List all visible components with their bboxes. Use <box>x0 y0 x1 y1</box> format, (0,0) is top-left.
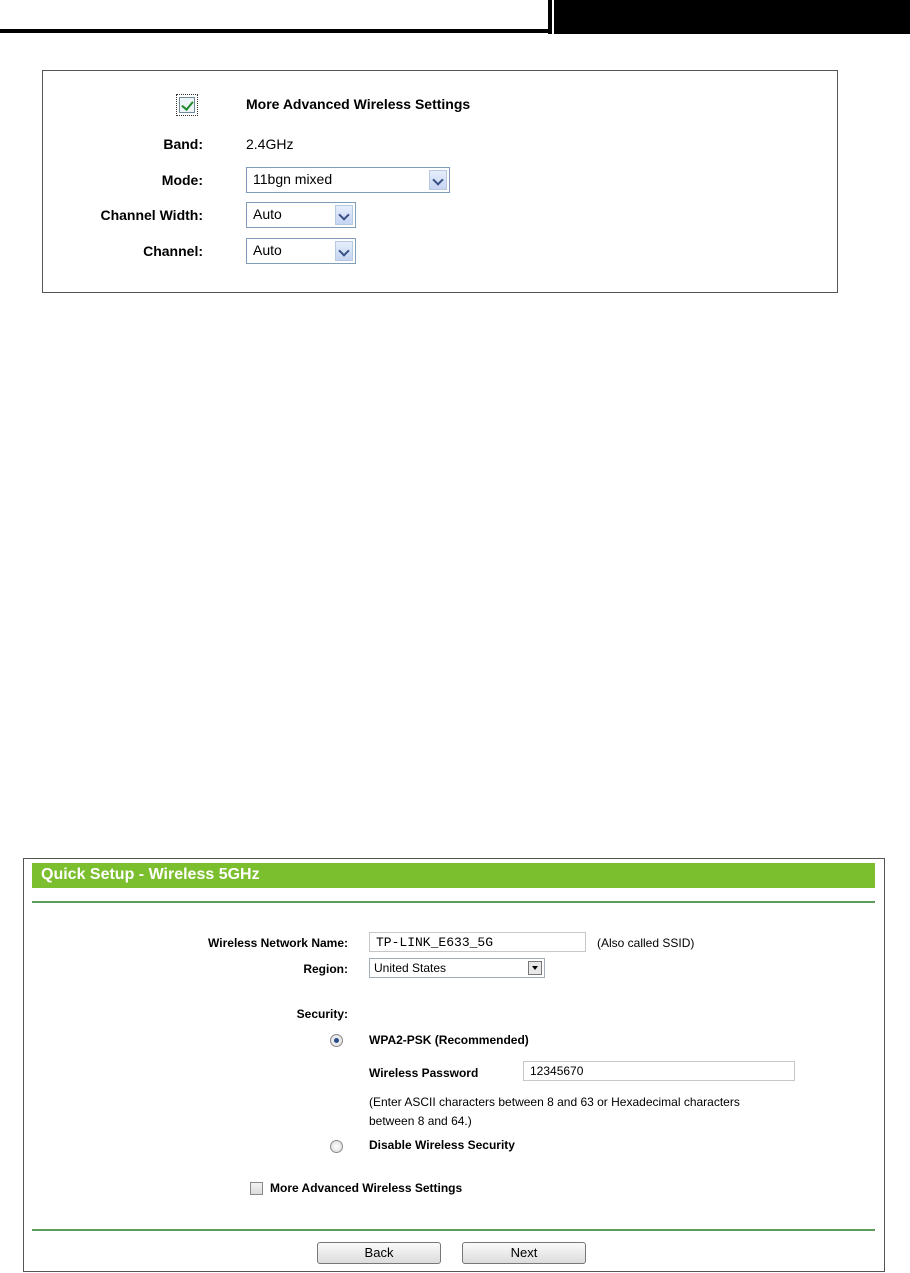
chevron-down-icon[interactable] <box>528 961 542 975</box>
advanced-settings-label: More Advanced Wireless Settings <box>246 96 471 112</box>
disable-security-radio[interactable] <box>330 1140 343 1153</box>
mode-select[interactable] <box>246 167 450 193</box>
advanced-settings-label: More Advanced Wireless Settings <box>270 1181 463 1195</box>
channel-width-select[interactable] <box>246 202 356 228</box>
channel-select[interactable] <box>246 238 356 264</box>
next-button[interactable]: Next <box>462 1242 586 1264</box>
disable-security-label: Disable Wireless Security <box>369 1138 515 1152</box>
region-select[interactable] <box>369 958 545 978</box>
wpa2-label: WPA2-PSK (Recommended) <box>369 1033 529 1047</box>
top-divider <box>32 901 875 903</box>
band-label: Band: <box>163 136 203 152</box>
band-value: 2.4GHz <box>246 136 294 152</box>
channel-label: Channel: <box>143 243 203 259</box>
channel-width-label: Channel Width: <box>100 207 203 223</box>
password-hint-line2: between 8 and 64.) <box>369 1114 472 1128</box>
chevron-down-icon[interactable] <box>335 205 353 225</box>
region-label: Region: <box>303 962 348 976</box>
bottom-divider <box>32 1229 875 1231</box>
page-header-block <box>548 0 910 34</box>
chevron-down-icon[interactable] <box>335 241 353 261</box>
ssid-hint: (Also called SSID) <box>597 936 695 950</box>
quick-setup-panel <box>23 858 885 1272</box>
password-input[interactable] <box>523 1061 795 1081</box>
region-select-value: United States <box>374 961 447 975</box>
page-header-rule <box>0 29 548 33</box>
network-name-label: Wireless Network Name: <box>208 936 348 950</box>
channel-width-select-value: Auto <box>253 206 282 222</box>
mode-select-value: 11bgn mixed <box>253 171 333 187</box>
chevron-down-icon[interactable] <box>429 170 447 190</box>
password-hint-line1: (Enter ASCII characters between 8 and 63 or Hexadecimal characters <box>369 1095 740 1109</box>
checkmark-icon <box>179 97 195 113</box>
advanced-settings-panel <box>42 70 838 293</box>
wpa2-radio[interactable] <box>330 1034 343 1047</box>
mode-label: Mode: <box>161 172 203 188</box>
panel-title: Quick Setup - Wireless 5GHz <box>32 863 875 888</box>
advanced-settings-checkbox[interactable] <box>250 1182 263 1195</box>
network-name-input[interactable] <box>369 932 586 952</box>
security-label: Security: <box>296 1007 348 1021</box>
advanced-settings-checkbox[interactable] <box>176 94 198 116</box>
back-button[interactable]: Back <box>317 1242 441 1264</box>
password-label: Wireless Password <box>369 1066 479 1080</box>
channel-select-value: Auto <box>253 242 282 258</box>
